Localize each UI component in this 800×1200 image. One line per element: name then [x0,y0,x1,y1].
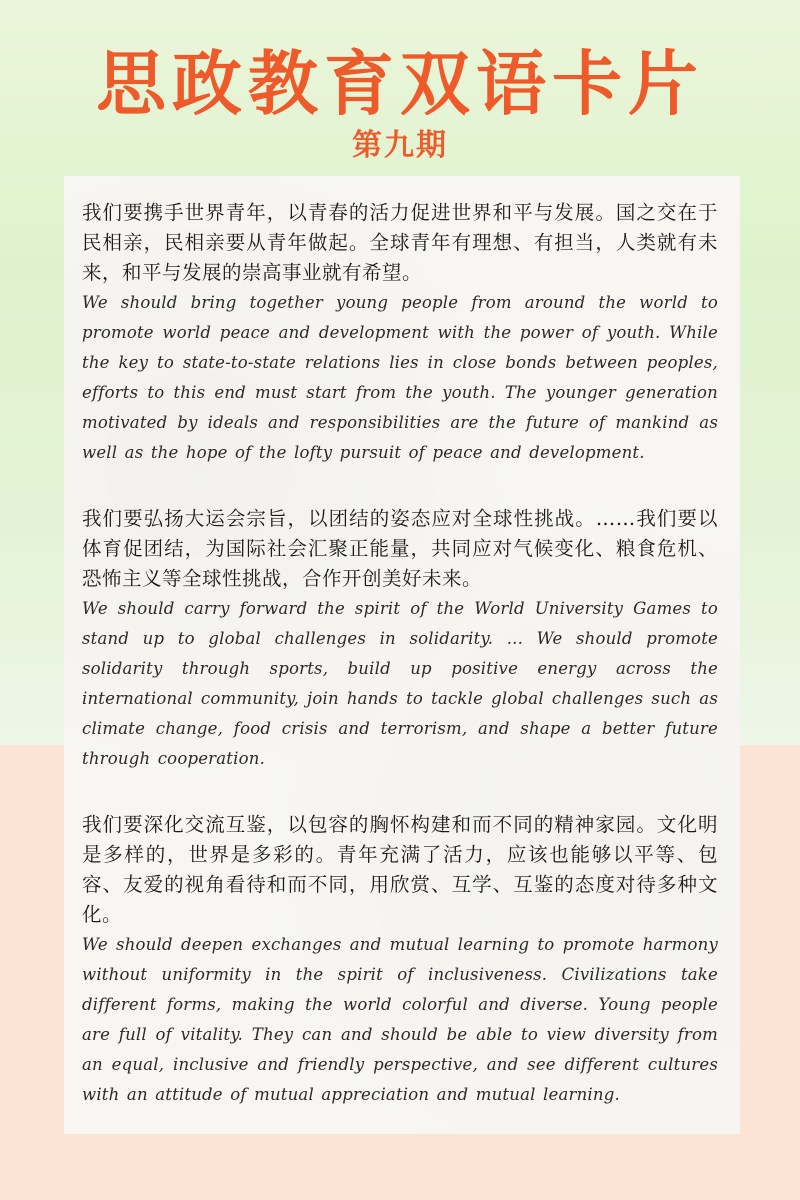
content-card [64,176,740,1134]
paragraph-block-3 [82,810,718,1110]
chinese-text: 我们要携手世界青年，以青春的活力促进世界和平与发展。国之交在于民相亲，民相亲要从青年做起。全球青年有理想、有担当，人类就有未来，和平与发展的崇高事业就有希望。 [82,201,718,284]
paragraph-block-2 [82,504,718,774]
issue-label: 第九期 [352,128,448,163]
chinese-text: 我们要深化交流互鉴，以包容的胸怀构建和而不同的精神家园。文化明是多样的，世界是多彩的。青年充满了活力，应该也能够以平等、包容、友爱的视角看待和而不同，用欣赏、互学、互鉴的态度对待多种文化。 [82,813,718,926]
english-text: We should bring together young people from around the world to promote world peace and development with the power of youth. While the key to state-to-state relations lies in close bonds between peoples, efforts to this end must start from the youth. The younger generation motivated by ideals and responsibilities are the future of mankind as well as the hope of the lofty pursuit of peace and development. [82,293,718,462]
paragraph-block-1 [82,198,718,468]
page-title: 思政教育双语卡片 [96,43,704,125]
chinese-text: 我们要弘扬大运会宗旨，以团结的姿态应对全球性挑战。……我们要以体育促团结，为国际社会汇聚正能量，共同应对气候变化、粮食危机、恐怖主义等全球性挑战，合作开创美好未来。 [82,507,718,590]
english-text: We should deepen exchanges and mutual learning to promote harmony without uniformity in the spirit of inclusiveness. Civilizations take different forms, making the world colorful and diverse. Young people are full of vitality. They can and should be able to view diversity from an equal, inclusive and friendly perspective, and see different cultures with an attitude of mutual appreciation and mutual learning. [82,935,718,1104]
english-text: We should carry forward the spirit of the World University Games to stand up to global challenges in solidarity. ... We should promote solidarity through sports, build up positive energy across the international community, join hands to tackle global challenges such as climate change, food crisis and terrorism, and shape a better future through cooperation. [82,599,718,768]
